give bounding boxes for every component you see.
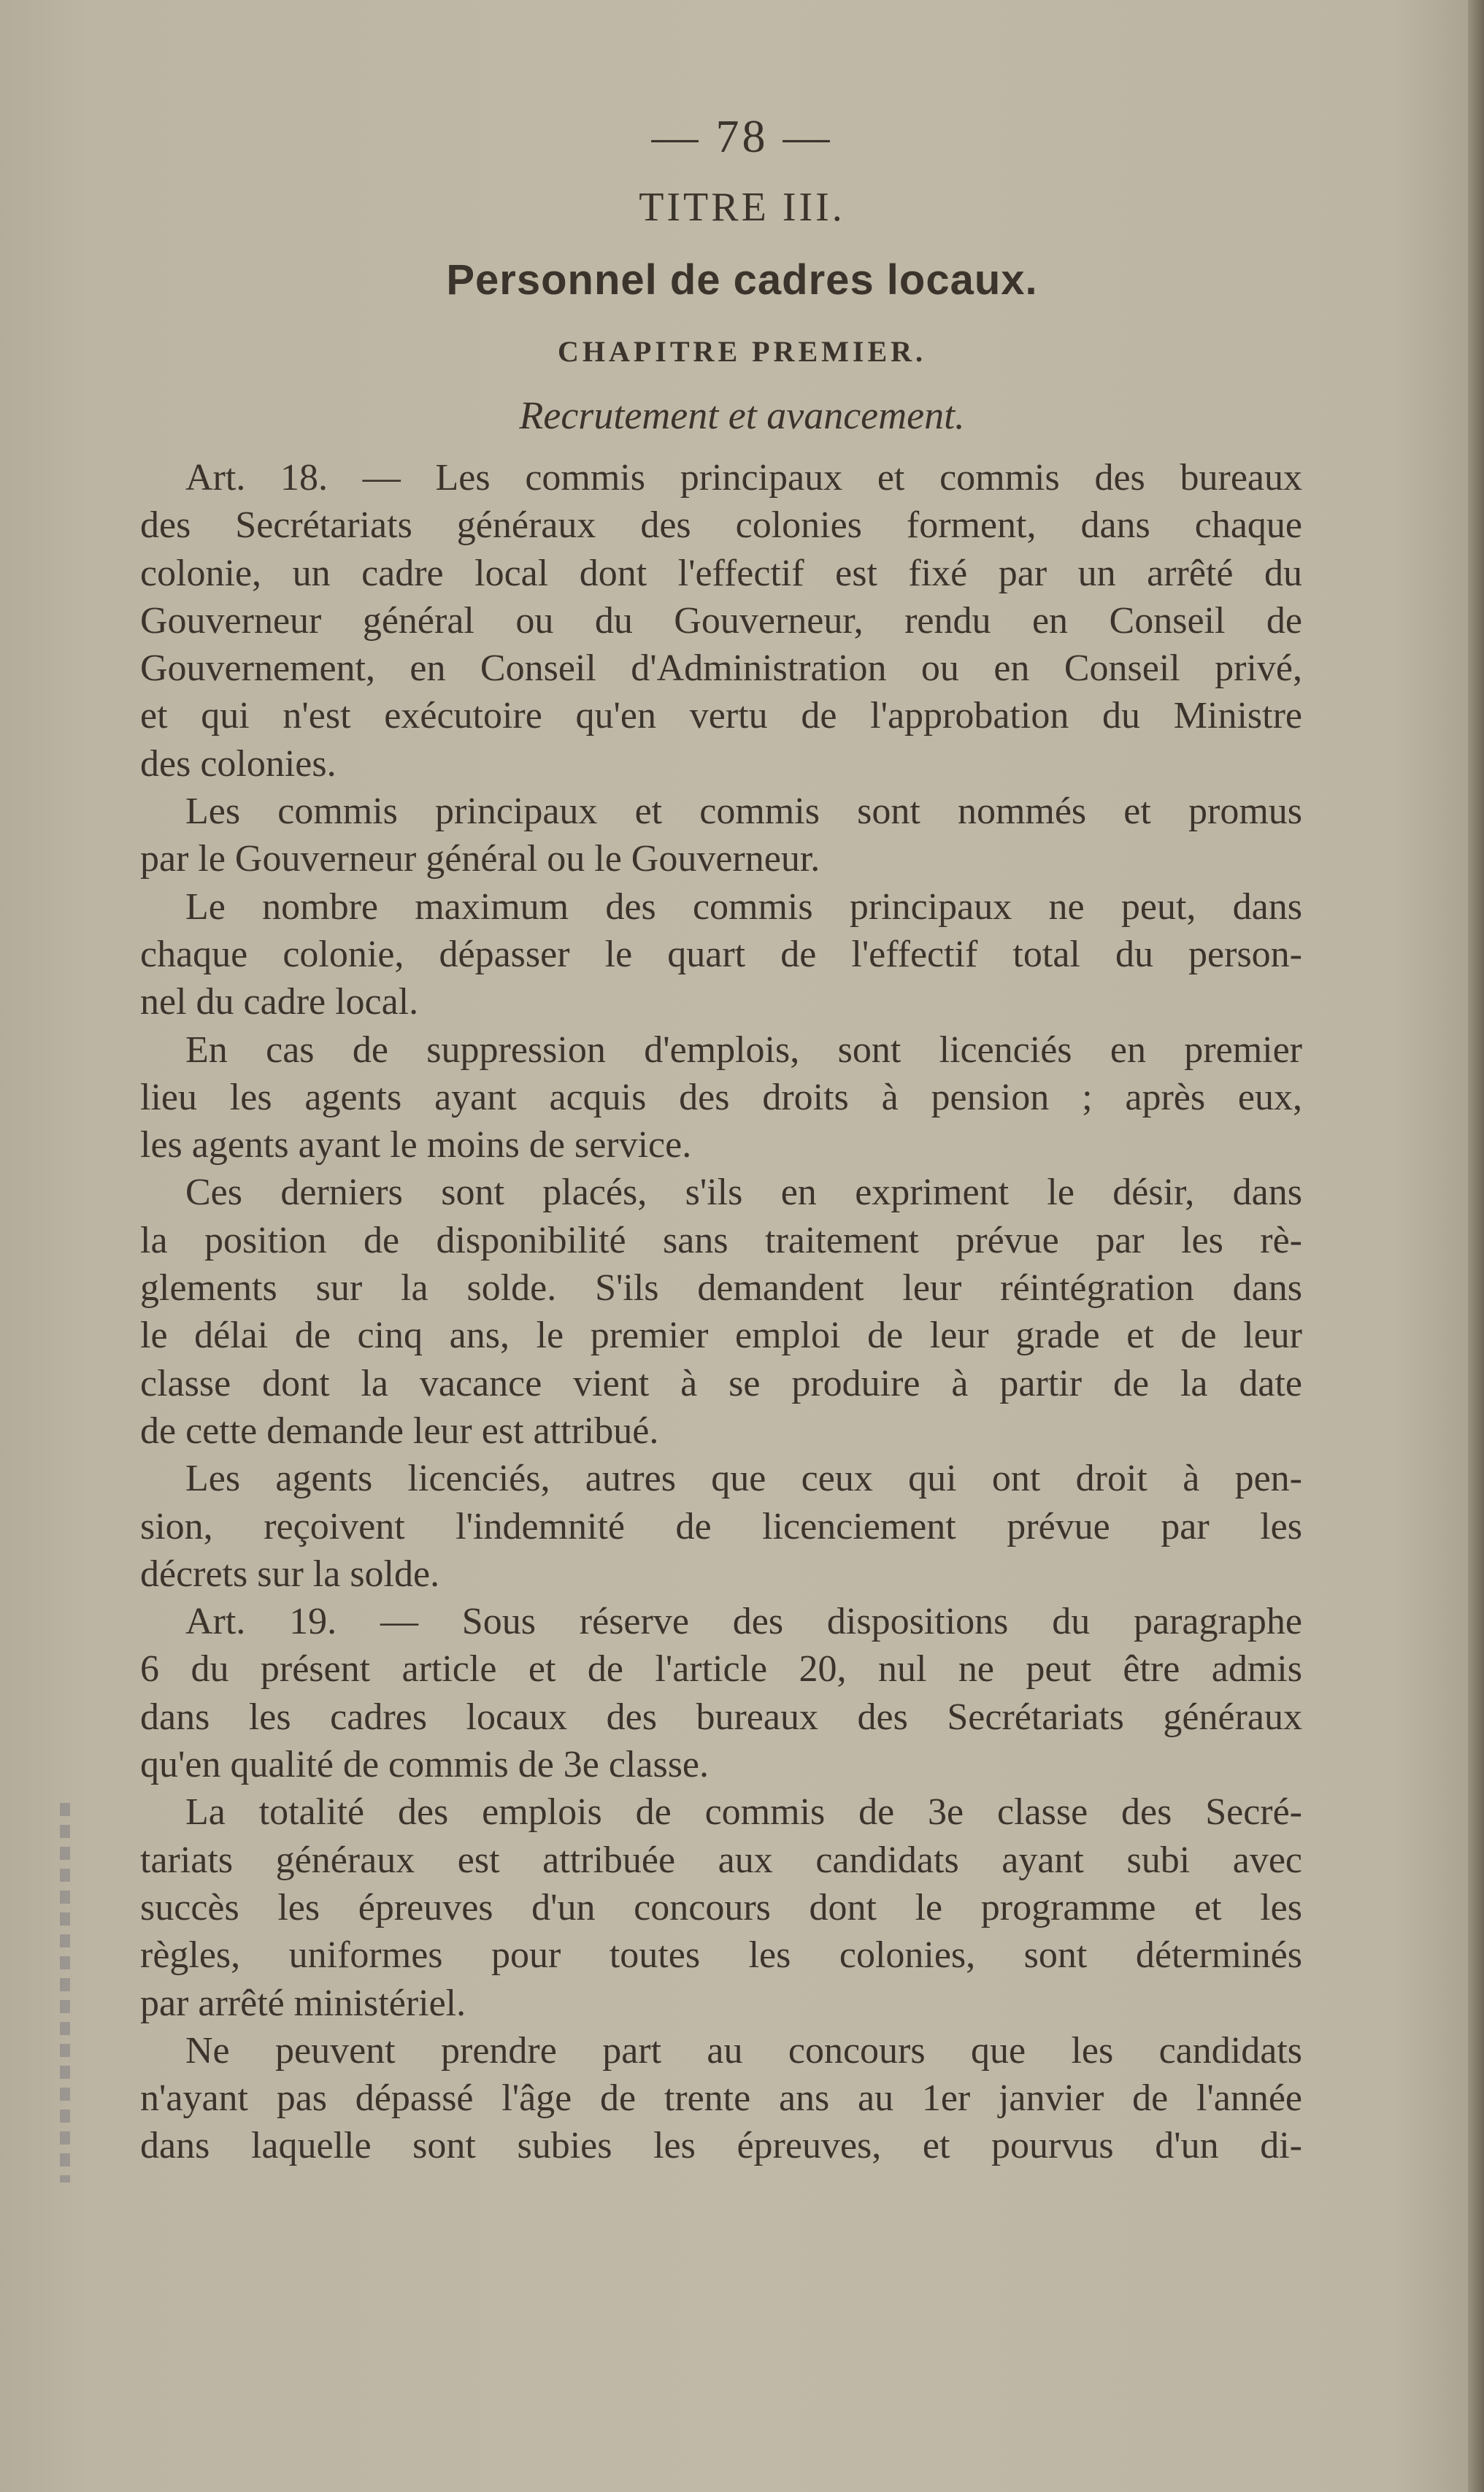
text-line: Le nombre maximum des commis principaux ne peut, dans xyxy=(185,885,1302,928)
text-line: des colonies. xyxy=(140,742,337,785)
text-line: dans les cadres locaux des bureaux des Secrétariats généraux xyxy=(140,1696,1302,1738)
page-number: — 78 — xyxy=(651,110,833,162)
text-line: le délai de cinq ans, le premier emploi de leur grade et de leur xyxy=(140,1315,1302,1357)
section-title: Personnel de cadres locaux. xyxy=(446,256,1038,304)
text-line: qu'en qualité de commis de 3e classe. xyxy=(140,1744,710,1786)
text-line: lieu les agents ayant acquis des droits à pension ; après eux, xyxy=(140,1076,1302,1118)
chapter-heading: CHAPITRE PREMIER. xyxy=(557,335,927,368)
text-line: dans laquelle sont subies les épreuves, et pourvus d'un di- xyxy=(140,2125,1302,2167)
chapter-subtitle: Recrutement et avancement. xyxy=(519,393,965,437)
text-line: par arrêté ministériel. xyxy=(140,1982,466,2024)
text-line: colonie, un cadre local dont l'effectif est fixé par un arrêté du xyxy=(140,552,1302,594)
text-line: des Secrétariats généraux des colonies forment, dans chaque xyxy=(140,504,1302,547)
text-line: glements sur la solde. S'ils demandent leur réintégration dans xyxy=(140,1267,1302,1310)
text-line: classe dont la vacance vient à se produire à partir de la date xyxy=(140,1362,1302,1404)
text-line: sion, reçoivent l'indemnité de licenciement prévue par les xyxy=(140,1505,1302,1547)
text-line: La totalité des emplois de commis de 3e classe des Secré- xyxy=(185,1791,1302,1834)
text-line: nel du cadre local. xyxy=(140,981,419,1023)
text-line: Gouverneur général ou du Gouverneur, rendu en Conseil de xyxy=(140,599,1302,642)
text-line: Art. 19. — Sous réserve des dispositions du paragraphe xyxy=(185,1601,1302,1643)
text-line: règles, uniformes pour toutes les colonies, sont déterminés xyxy=(140,1934,1302,1977)
margin-marks xyxy=(60,1803,70,2183)
text-line: chaque colonie, dépasser le quart de l'effectif total du person- xyxy=(140,933,1302,975)
text-line: Les agents licenciés, autres que ceux qui ont droit à pen- xyxy=(185,1458,1302,1500)
text-line: tariats généraux est attribuée aux candidats ayant subi avec xyxy=(140,1839,1302,1881)
text-line: Gouvernement, en Conseil d'Administration ou en Conseil privé, xyxy=(140,647,1302,690)
text-line: et qui n'est exécutoire qu'en vertu de l'approbation du Ministre xyxy=(140,695,1302,737)
text-line: En cas de suppression d'emplois, sont licenciés en premier xyxy=(185,1028,1302,1071)
text-line: décrets sur la solde. xyxy=(140,1553,440,1595)
page-edge-shadow xyxy=(1468,0,1484,2492)
text-line: 6 du présent article et de l'article 20, nul ne peut être admis xyxy=(140,1648,1302,1691)
text-line: succès les épreuves d'un concours dont le programme et les xyxy=(140,1886,1302,1928)
text-line: les agents ayant le moins de service. xyxy=(140,1124,692,1166)
text-line: Les commis principaux et commis sont nommés et promus xyxy=(185,791,1302,833)
text-line: n'ayant pas dépassé l'âge de trente ans au 1er janvier de l'année xyxy=(140,2077,1302,2120)
text-line: de cette demande leur est attribué. xyxy=(140,1410,659,1452)
text-line: Ces derniers sont placés, s'ils en expriment le désir, dans xyxy=(185,1172,1302,1214)
text-line: la position de disponibilité sans traitement prévue par les rè- xyxy=(140,1219,1302,1261)
text-line: Art. 18. — Les commis principaux et commis des bureaux xyxy=(185,457,1302,499)
body-text xyxy=(140,454,1302,2170)
text-line: Ne peuvent prendre part au concours que les candidats xyxy=(185,2029,1302,2072)
text-line: par le Gouverneur général ou le Gouverneur. xyxy=(140,838,820,880)
title-heading: TITRE III. xyxy=(639,185,845,230)
